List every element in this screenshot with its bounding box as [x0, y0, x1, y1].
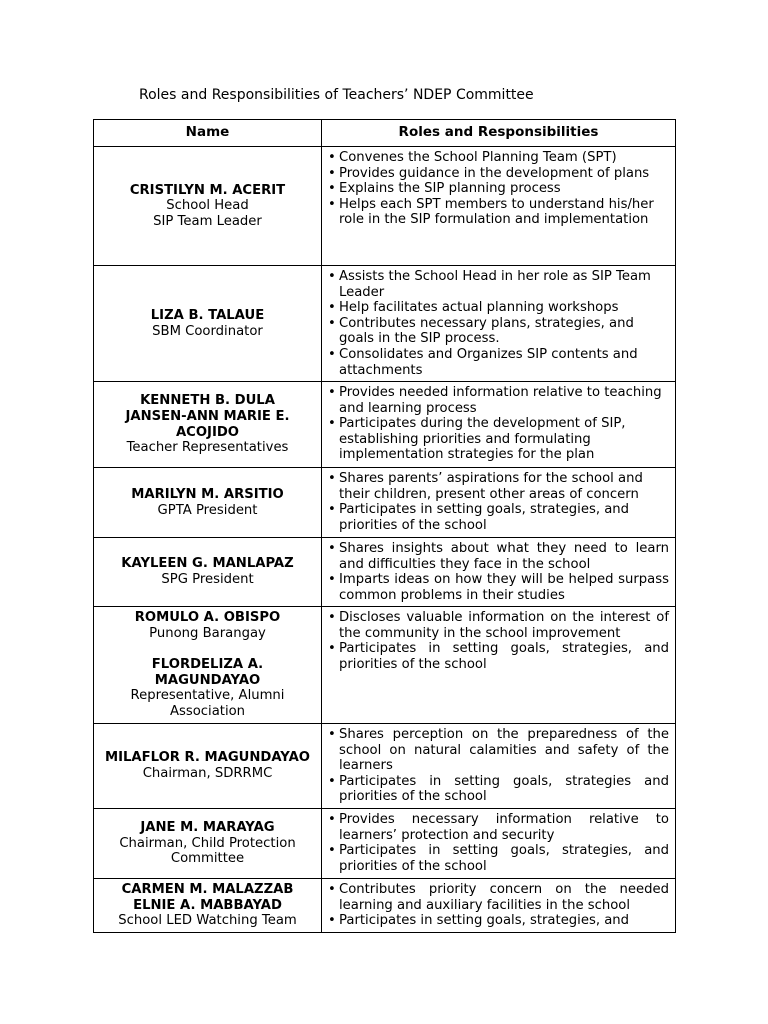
member-cell	[94, 266, 322, 382]
member-cell	[94, 724, 322, 809]
responsibility-item: • Participates in setting goals, strategies, and priorities of the school	[328, 843, 669, 874]
spacer	[102, 642, 313, 658]
member-cell	[94, 468, 322, 538]
member-name: CARMEN M. MALAZZAB	[121, 882, 294, 898]
member-name: KENNETH B. DULA	[140, 393, 275, 409]
member-role: GPTA President	[157, 502, 258, 518]
responsibility-item: • Participates in setting goals, strategies, and priorities of the school	[328, 641, 669, 672]
responsibilities-cell	[322, 382, 676, 468]
responsibility-list	[328, 150, 669, 228]
table-row	[94, 468, 676, 538]
responsibilities-cell	[322, 724, 676, 809]
responsibility-item: • Provides needed information relative to teaching and learning process	[328, 385, 669, 416]
responsibility-list	[328, 882, 669, 929]
responsibilities-cell	[322, 538, 676, 607]
member-cell	[94, 147, 322, 266]
responsibility-item: • Provides guidance in the development of plans	[328, 166, 669, 182]
member-cell	[94, 879, 322, 933]
responsibility-item: • Contributes necessary plans, strategies, and goals in the SIP process.	[328, 316, 669, 347]
responsibility-item: • Contributes priority concern on the needed learning and auxiliary facilities in the school	[328, 882, 669, 913]
responsibilities-cell	[322, 266, 676, 382]
member-role: Teacher Representatives	[126, 440, 289, 456]
member-cell	[94, 809, 322, 879]
responsibility-item: • Consolidates and Organizes SIP contents and attachments	[328, 347, 669, 378]
member-role: SIP Team Leader	[153, 213, 262, 229]
responsibility-item: • Convenes the School Planning Team (SPT)	[328, 150, 669, 166]
responsibility-list	[328, 610, 669, 672]
responsibility-item: • Participates in setting goals, strategies and priorities of the school	[328, 774, 669, 805]
table-row	[94, 382, 676, 468]
responsibility-item: • Help facilitates actual planning workshops	[328, 300, 669, 316]
member-name: KAYLEEN G. MANLAPAZ	[121, 556, 294, 572]
responsibilities-cell	[322, 607, 676, 724]
member-name: LIZA B. TALAUE	[150, 307, 265, 323]
member-role: School LED Watching Team	[118, 913, 297, 929]
responsibility-item: • Assists the School Head in her role as SIP Team Leader	[328, 269, 669, 300]
responsibilities-cell	[322, 468, 676, 538]
member-name: MARILYN M. ARSITIO	[131, 486, 284, 502]
member-cell	[94, 607, 322, 724]
member-role: Chairman, SDRRMC	[142, 766, 273, 781]
member-name: FLORDELIZA A. MAGUNDAYAO	[151, 657, 264, 688]
member-role: School Head	[166, 198, 249, 214]
responsibilities-cell	[322, 809, 676, 879]
member-role: Punong Barangay	[149, 626, 266, 642]
responsibility-list	[328, 727, 669, 805]
header-name: Name	[94, 120, 322, 147]
member-role: Representative, Alumni Association	[130, 688, 285, 719]
responsibility-item: • Shares perception on the preparedness of the school on natural calamities and safety of the learners	[328, 727, 669, 774]
responsibility-item: • Imparts ideas on how they will be helped surpass common problems in their studies	[328, 572, 669, 603]
responsibility-item: • Discloses valuable information on the interest of the community in the school improvement	[328, 610, 669, 641]
responsibilities-cell	[322, 147, 676, 266]
header-roles: Roles and Responsibilities	[322, 120, 676, 147]
member-name: ROMULO A. OBISPO	[134, 610, 281, 626]
table-row	[94, 147, 676, 266]
member-name: ELNIE A. MABBAYAD	[133, 897, 282, 913]
responsibility-list	[328, 471, 669, 533]
member-role: Chairman, Child Protection Committee	[119, 835, 296, 867]
responsibility-item: • Provides necessary information relative to learners’ protection and security	[328, 812, 669, 843]
member-cell	[94, 538, 322, 607]
document-title: Roles and Responsibilities of Teachers’ NDEP Committee	[139, 87, 534, 103]
responsibility-item: • Participates in setting goals, strategies, and	[328, 913, 669, 929]
table-row	[94, 809, 676, 879]
responsibility-list	[328, 541, 669, 603]
member-name: JANE M. MARAYAG	[140, 820, 275, 836]
member-role: SBM Coordinator	[152, 323, 263, 339]
responsibility-list	[328, 385, 669, 463]
member-name: CRISTILYN M. ACERIT	[129, 182, 286, 198]
member-role: SPG President	[161, 572, 254, 587]
responsibilities-cell	[322, 879, 676, 933]
responsibility-item: • Shares insights about what they need to learn and difficulties they face in the school	[328, 541, 669, 572]
table-row	[94, 879, 676, 933]
table-row	[94, 266, 676, 382]
member-cell	[94, 382, 322, 468]
responsibility-item: • Shares parents’ aspirations for the school and their children, present other areas of concern	[328, 471, 669, 502]
responsibility-list	[328, 812, 669, 874]
committee-table	[93, 119, 676, 933]
responsibility-item: • Helps each SPT members to understand his/her role in the SIP formulation and implementation	[328, 197, 669, 228]
responsibility-item: • Participates in setting goals, strategies, and priorities of the school	[328, 502, 669, 533]
table-row	[94, 724, 676, 809]
table-row	[94, 538, 676, 607]
member-name: MILAFLOR R. MAGUNDAYAO	[104, 750, 311, 766]
responsibility-item: • Participates during the development of SIP, establishing priorities and formulating implementation strategies for the plan	[328, 416, 669, 463]
table-row	[94, 607, 676, 724]
member-name: JANSEN-ANN MARIE E. ACOJIDO	[125, 408, 290, 440]
table-header-row	[94, 120, 676, 147]
responsibility-item: • Explains the SIP planning process	[328, 181, 669, 197]
responsibility-list	[328, 269, 669, 378]
